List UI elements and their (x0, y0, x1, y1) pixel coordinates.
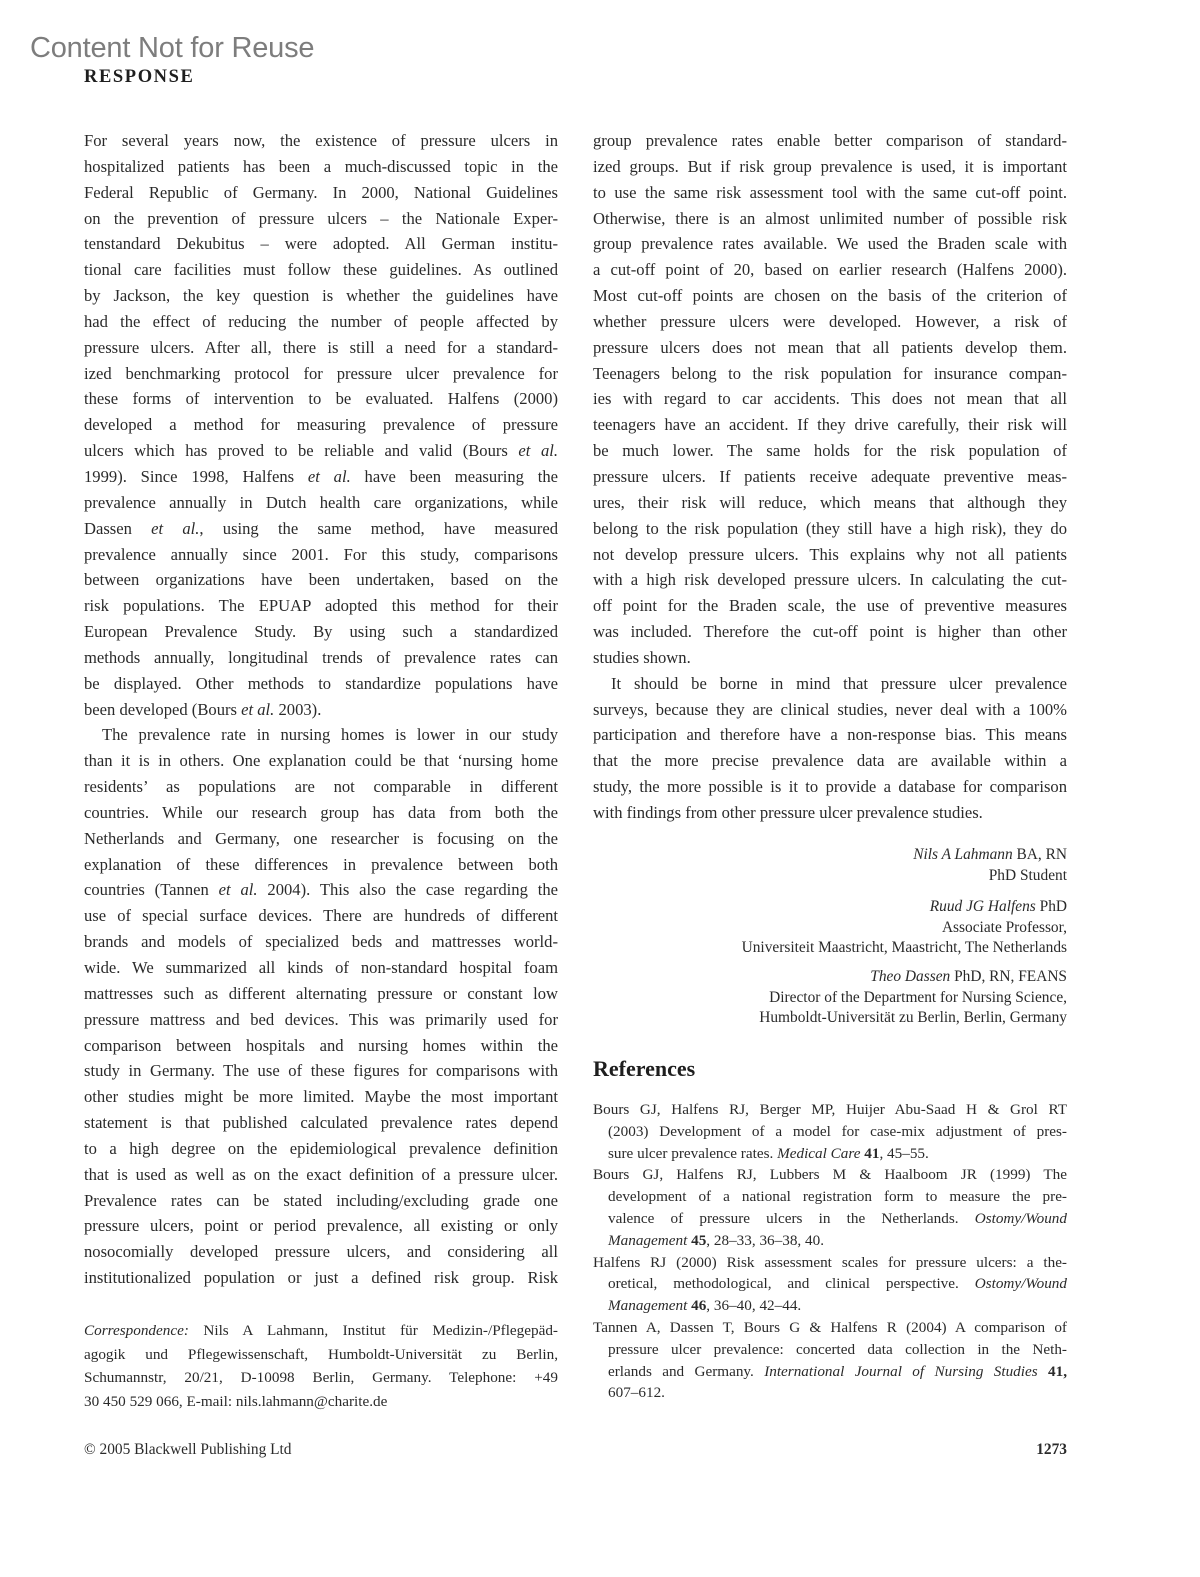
body-line: other studies might be more limited. Maybe the most important (84, 1087, 558, 1107)
body-line: ures, their risk will reduce, which means that although they (593, 492, 1067, 512)
body-line: between organizations have been undertaken, based on the (84, 570, 558, 590)
body-line: Most cut-off points are chosen on the basis of the criterion of (593, 286, 1067, 306)
body-line: that is used as well as on the exact definition of a pressure ulcer. (84, 1164, 558, 1184)
body-line: with a high risk developed pressure ulcers. In calculating the cut- (593, 570, 1067, 590)
body-line: For several years now, the existence of pressure ulcers in (84, 131, 558, 150)
body-line: be displayed. Other methods to standardize populations have (84, 673, 558, 693)
page-number: 1273 (1036, 1441, 1067, 1458)
body-line: not develop pressure ulcers. This explains why not all patients (593, 544, 1067, 564)
body-line: pressure ulcers. If patients receive adequate preventive meas- (593, 466, 1067, 486)
body-line: tenstandard Dekubitus – were adopted. All German institu- (84, 234, 558, 254)
correspondence-line: agogik und Pflegewissenschaft, Humboldt-Universität zu Berlin, (84, 1345, 558, 1363)
reference-line: 607–612. (608, 1384, 665, 1402)
body-line: risk populations. The EPUAP adopted this method for their (84, 596, 558, 616)
correspondence-label: Correspondence: (84, 1322, 189, 1339)
body-line: Prevalence rates can be stated including/excluding grade one (84, 1190, 558, 1210)
reference-line: Tannen A, Dassen T, Bours G & Halfens R (2004) A comparison of (593, 1318, 1067, 1336)
reference-line: sure ulcer prevalence rates. Medical Care 41, 45–55. (608, 1144, 929, 1162)
body-line: group prevalence rates enable better comparison of standard- (593, 131, 1067, 150)
references-list (593, 1099, 1067, 1404)
body-line: been developed (Bours et al. 2003). (84, 699, 322, 719)
body-line: ized groups. But if risk group prevalence is used, it is important (593, 156, 1067, 176)
left-column (84, 128, 558, 1291)
body-line: Dassen et al., using the same method, have measured (84, 518, 558, 538)
body-line: countries. While our research group has data from both the (84, 802, 558, 822)
journal-title: Management (608, 1297, 688, 1315)
right-column (593, 128, 1067, 826)
body-line: prevalence annually since 2001. For this study, comparisons (84, 544, 558, 564)
body-line: Netherlands and Germany, one researcher is focusing on the (84, 828, 558, 848)
body-line: that the more precise prevalence data are available within a (593, 751, 1067, 771)
body-line: developed a method for measuring prevalence of pressure (84, 415, 558, 435)
body-line: hospitalized patients has been a much-discussed topic in the (84, 156, 558, 176)
body-line: mattresses such as different alternating pressure or constant low (84, 983, 558, 1003)
body-line: comparison between hospitals and nursing homes within the (84, 1035, 558, 1055)
journal-title: Management (608, 1231, 688, 1249)
body-line: had the effect of reducing the number of people affected by (84, 311, 558, 331)
body-line: group prevalence rates available. We used the Braden scale with (593, 234, 1067, 254)
body-line: methods annually, longitudinal trends of prevalence rates can (84, 647, 558, 667)
reference-line: Management 46, 36–40, 42–44. (608, 1297, 802, 1315)
reference-line: valence of pressure ulcers in the Netherlands. Ostomy/Wound (608, 1209, 1067, 1227)
author-credentials: PhD (1035, 898, 1067, 915)
body-line: ies with regard to car accidents. This does not mean that all (593, 389, 1067, 409)
correspondence (84, 1319, 558, 1413)
body-line: pressure ulcers, point or period prevalence, all existing or only (84, 1216, 558, 1236)
body-line: belong to the risk population (they still have a high risk), they do (593, 518, 1067, 538)
author-name: Nils A Lahmann (913, 846, 1013, 863)
author-signature (567, 897, 1067, 959)
author-signature (567, 845, 1067, 886)
reference-line: Management 45, 28–33, 36–38, 40. (608, 1231, 824, 1249)
body-line: these forms of intervention to be evaluated. Halfens (2000) (84, 389, 558, 409)
body-line: Otherwise, there is an almost unlimited number of possible risk (593, 208, 1067, 228)
reference-item (593, 1252, 1067, 1317)
body-line: to a high degree on the epidemiological prevalence definition (84, 1138, 558, 1158)
body-line: studies shown. (593, 647, 691, 667)
body-line: by Jackson, the key question is whether the guidelines have (84, 286, 558, 306)
body-line: ulcers which has proved to be reliable and valid (Bours et al. (84, 441, 558, 461)
reference-line: pressure ulcer prevalence: concerted data collection in the Neth- (608, 1340, 1067, 1358)
body-line: pressure ulcers. After all, there is still a need for a standard- (84, 337, 558, 357)
body-line: 1999). Since 1998, Halfens et al. have been measuring the (84, 466, 558, 486)
body-line: was included. Therefore the cut-off point is higher than other (593, 622, 1067, 642)
body-line: Teenagers belong to the risk population for insurance compan- (593, 363, 1067, 383)
body-line: study, the more possible is it to provide a database for comparison (593, 777, 1067, 797)
reference-item (593, 1099, 1067, 1164)
author-credentials: BA, RN (1012, 846, 1067, 863)
reference-line: Bours GJ, Halfens RJ, Lubbers M & Haalboom JR (1999) The (593, 1166, 1067, 1184)
watermark: Content Not for Reuse (30, 32, 315, 64)
author-credentials: PhD, RN, FEANS (950, 968, 1067, 985)
reference-line: oretical, methodological, and clinical perspective. Ostomy/Wound (608, 1275, 1067, 1293)
author-affiliation: Director of the Department for Nursing Science, (769, 988, 1067, 1006)
body-line: teenagers have an accident. If they drive carefully, their risk will (593, 415, 1067, 435)
reference-item (593, 1164, 1067, 1251)
body-line: statement is that published calculated prevalence rates depend (84, 1113, 558, 1133)
body-line: residents’ as populations are not comparable in different (84, 777, 558, 797)
author-name: Ruud JG Halfens (929, 898, 1036, 915)
reference-line: (2003) Development of a model for case-mix adjustment of pres- (608, 1122, 1067, 1140)
body-line: be much lower. The same holds for the risk population of (593, 441, 1067, 461)
body-line: whether pressure ulcers were developed. However, a risk of (593, 311, 1067, 331)
body-line: participation and therefore have a non-response bias. This means (593, 725, 1067, 745)
body-line: wide. We summarized all kinds of non-standard hospital foam (84, 958, 558, 977)
body-line: prevalence annually in Dutch health care organizations, while (84, 492, 558, 512)
journal-title: International Journal of Nursing Studies (764, 1362, 1038, 1380)
body-line: institutionalized population or just a defined risk group. Risk (84, 1268, 558, 1288)
body-line: countries (Tannen et al. 2004). This also the case regarding the (84, 880, 558, 900)
journal-title: Medical Care (777, 1144, 861, 1162)
body-line: study in Germany. The use of these figures for comparisons with (84, 1061, 558, 1081)
reference-line: Bours GJ, Halfens RJ, Berger MP, Huijer Abu-Saad H & Grol RT (593, 1101, 1067, 1118)
body-line: than it is in others. One explanation could be that ‘nursing home (84, 751, 558, 771)
body-line: a cut-off point of 20, based on earlier research (Halfens 2000). (593, 260, 1067, 280)
author-affiliation: PhD Student (988, 866, 1067, 884)
body-line: tional care facilities must follow these guidelines. As outlined (84, 260, 558, 280)
references-heading: References (593, 1056, 696, 1081)
body-line: to use the same risk assessment tool with the same cut-off point. (593, 182, 1067, 202)
body-line: off point for the Braden scale, the use of preventive measures (593, 596, 1067, 616)
copyright: © 2005 Blackwell Publishing Ltd (84, 1441, 292, 1458)
body-line: use of special surface devices. There are hundreds of different (84, 906, 558, 926)
reference-line: Halfens RJ (2000) Risk assessment scales for pressure ulcers: a the- (593, 1253, 1067, 1271)
body-line: brands and models of specialized beds and mattresses world- (84, 932, 558, 952)
body-line: with findings from other pressure ulcer prevalence studies. (593, 802, 983, 822)
body-line: explanation of these differences in prevalence between both (84, 854, 558, 874)
author-affiliation: Associate Professor, (941, 918, 1067, 936)
body-line: Federal Republic of Germany. In 2000, National Guidelines (84, 182, 558, 202)
body-line: ized benchmarking protocol for pressure ulcer prevalence for (84, 363, 558, 383)
body-line: The prevalence rate in nursing homes is lower in our study (102, 725, 558, 745)
journal-title: Ostomy/Wound (974, 1275, 1067, 1293)
correspondence-text: Nils A Lahmann, Institut für Medizin-/Pflegepäd- (188, 1322, 558, 1339)
reference-item (593, 1317, 1067, 1404)
author-name: Theo Dassen (870, 968, 951, 985)
reference-line: erlands and Germany. International Journal of Nursing Studies 41, (608, 1362, 1067, 1380)
body-line: on the prevention of pressure ulcers – the Nationale Exper- (84, 208, 558, 228)
reference-line: development of a national registration form to measure the pre- (608, 1188, 1067, 1206)
body-line: pressure mattress and bed devices. This was primarily used for (84, 1009, 558, 1029)
journal-title: Ostomy/Wound (974, 1209, 1067, 1227)
author-affiliation: Humboldt-Universität zu Berlin, Berlin, Germany (759, 1009, 1067, 1026)
body-line: pressure ulcers does not mean that all patients develop them. (593, 337, 1067, 357)
body-line: It should be borne in mind that pressure ulcer prevalence (611, 673, 1067, 693)
author-affiliation: Universiteit Maastricht, Maastricht, The Netherlands (741, 939, 1067, 956)
section-label: RESPONSE (84, 67, 195, 87)
author-signature (567, 967, 1067, 1029)
body-line: nosocomially developed pressure ulcers, and considering all (84, 1242, 558, 1262)
correspondence-line: Schumannstr, 20/21, D-10098 Berlin, Germany. Telephone: +49 (84, 1369, 558, 1386)
correspondence-line: 30 450 529 066, E-mail: nils.lahmann@charite.de (84, 1392, 388, 1410)
body-line: surveys, because they are clinical studies, never deal with a 100% (593, 699, 1067, 719)
body-line: European Prevalence Study. By using such a standardized (84, 622, 558, 642)
